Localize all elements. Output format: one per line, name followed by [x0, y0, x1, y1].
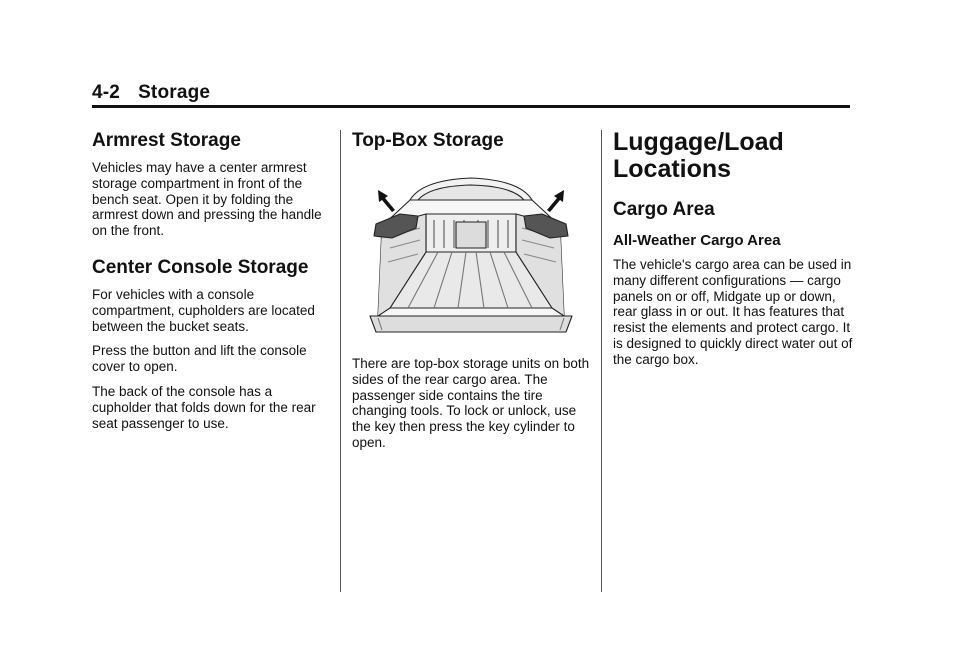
column-divider-2 — [601, 130, 602, 592]
console-paragraph-1: For vehicles with a console compartment, cupholders are located between the bucket seats. — [92, 286, 315, 334]
section-title: Storage — [138, 82, 211, 103]
luggage-load-heading-line-1: Luggage/Load — [613, 128, 784, 156]
center-console-heading: Center Console Storage — [92, 256, 309, 278]
page-header — [92, 83, 850, 108]
console-paragraph-2: Press the button and lift the console cover to open. — [92, 343, 307, 375]
section-number: 4-2 — [92, 82, 121, 103]
header-title — [92, 83, 850, 103]
column-3 — [613, 123, 858, 368]
column-1 — [92, 123, 328, 431]
column-2 — [352, 123, 590, 451]
armrest-storage-heading: Armrest Storage — [92, 130, 241, 151]
truck-bed-topbox-icon — [352, 166, 590, 338]
luggage-load-heading-line-2: Locations — [613, 155, 732, 183]
all-weather-cargo-text: The vehicle's cargo area can be used in many different configurations — cargo panels on or off, Midgate up or down, rear glass in or out. It has features that resist the elements and protect cargo. It is designed to quickly direct water out of the cargo box. — [613, 257, 853, 367]
header-rule — [92, 105, 850, 108]
armrest-storage-text: Vehicles may have a center armrest storage compartment in front of the bench seat. Open it by folding the armrest down and pressing the handle on the front. — [92, 160, 322, 239]
column-divider-1 — [340, 130, 341, 592]
all-weather-cargo-heading: All-Weather Cargo Area — [613, 232, 781, 249]
top-box-storage-text: There are top-box storage units on both sides of the rear cargo area. The passenger side contains the tire changing tools. To lock or unlock, use the key then press the key cylinder to open. — [352, 356, 590, 450]
top-box-storage-heading: Top-Box Storage — [352, 130, 504, 151]
console-paragraph-3: The back of the console has a cupholder that folds down for the rear seat passenger to use. — [92, 383, 316, 431]
cargo-area-heading: Cargo Area — [613, 199, 715, 220]
truck-bed-figure — [352, 166, 590, 338]
